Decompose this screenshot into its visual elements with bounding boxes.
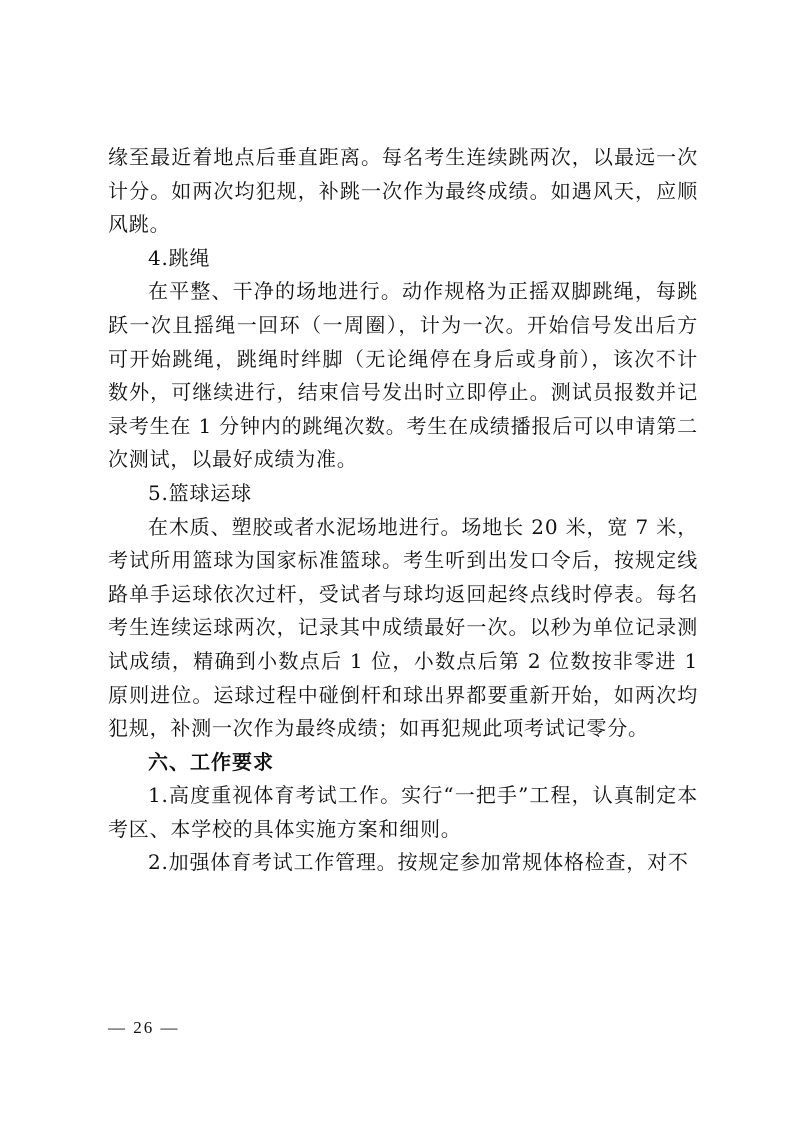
paragraph-requirement-1: 1.高度重视体育考试工作。实行“一把手”工程，认真制定本考区、本学校的具体实施方案和细则。 [108,783,698,841]
heading-work-requirements: 六、工作要求 [148,749,274,774]
paragraph-requirement-2: 2.加强体育考试工作管理。按规定参加常规体格检查，对不 [148,850,689,875]
section-title-basketball-dribble: 5.篮球运球 [148,480,252,505]
section-title-rope-skipping: 4.跳绳 [148,245,211,270]
paragraph-basketball-rules: 在木质、塑胶或者水泥场地进行。场地长 20 米，宽 7 米，考试所用篮球为国家标准篮球。考生听到出发口令后，按规定线路单手运球依次过杆，受试者与球均返回起终点线时停表。每名考生连续运球两次，记录其中成绩最好一次。以秒为单位记录测试成绩，精确到小数点后 1 位，小数点后第 2 位数按非零进 1 原则进位。运球过程中碰倒杆和球出界都要重新开始，如两次均犯规，补测一次作为最终成绩；如再犯规此项考试记零分。 [108,514,698,741]
paragraph-rope-skipping-rules: 在平整、干净的场地进行。动作规格为正摇双脚跳绳，每跳跃一次且摇绳一回环（一周圈），计为一次。开始信号发出后方可开始跳绳，跳绳时绊脚（无论绳停在身后或身前），该次不计数外，可继续进行，结束信号发出时立即停止。测试员报数并记录考生在 1 分钟内的跳绳次数。考生在成绩播报后可以申请第二次测试，以最好成绩为准。 [108,279,698,472]
document-body [108,141,698,880]
page-number: — 26 — [108,1018,180,1037]
paragraph-long-jump-rules: 缘至最近着地点后垂直距离。每名考生连续跳两次，以最远一次计分。如两次均犯规，补跳一次作为最终成绩。如遇风天，应顺风跳。 [108,145,698,237]
